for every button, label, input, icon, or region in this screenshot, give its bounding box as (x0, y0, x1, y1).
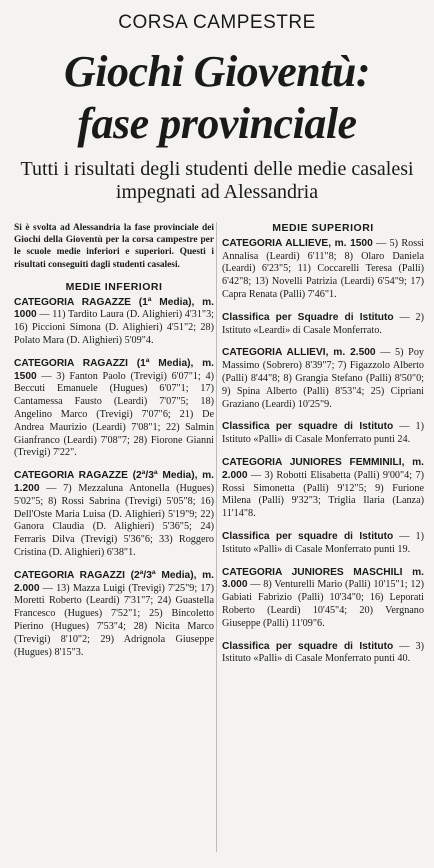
section-title-medie-inferiori: MEDIE INFERIORI (65, 280, 163, 293)
section-title-medie-superiori: MEDIE SUPERIORI (272, 222, 374, 234)
result-text: — 13) Mazza Luigi (Trevigi) 7'25"9; 17) Moretti Roberto (Leardi) 7'31"7; 24) Guastella Francesco (Hugues) 7'52"1; 25) Bincoletto Pierino (Hugues) 7'53"4; 28) Nicita Marco (Trevigi) 8'10"2; 29) Adrignola Giuseppe (Hugues) 8'15"3. (14, 582, 214, 658)
left-entries (14, 297, 214, 660)
result-entry (222, 567, 424, 631)
result-text: — 3) Istituto «Palli» di Casale Monferrato punti 40. (222, 640, 424, 665)
result-entry (222, 531, 424, 557)
headline (0, 46, 434, 150)
category-label: Classifica per Squadre di Istituto (222, 311, 394, 323)
intro-paragraph: Si è svolta ad Alessandria la fase provinciale dei Giochi della Gioventù per la corsa campestre per le scuole medie inferiori e superiori. Questi i risultati conseguiti dagli studenti casalesi. (14, 223, 214, 270)
result-entry (222, 312, 424, 338)
subheadline: Tutti i risultati degli studenti delle medie casalesi impegnati ad Alessandria (20, 158, 414, 203)
category-label: CATEGORIA RAGAZZI (2ª/3ª Media), m. 2.000 (14, 569, 214, 594)
kicker: CORSA CAMPESTRE (118, 12, 316, 33)
category-label: CATEGORIA JUNIORES MASCHILI m. 3.000 (222, 566, 424, 591)
result-entry (222, 457, 424, 521)
category-label: CATEGORIA RAGAZZI (1ª Media), m. 1500 (14, 357, 214, 382)
category-label: CATEGORIA RAGAZZE (2ª/3ª Media), m. 1.200 (14, 470, 214, 494)
category-label: Classifica per squadre di Istituto (222, 530, 394, 542)
right-column (222, 222, 424, 676)
left-column (14, 222, 214, 669)
category-label: Classifica per squadre di Istituto (222, 421, 394, 433)
result-text: — 5) Poy Massimo (Sobrero) 8'39"7; 7) Figazzolo Alberto (Palli) 8'44"8; 8) Grangia Stefano (Palli) 8'50"0; 9) Spina Alberto (Palli) 8'53"4; 25) Cipriani Graziano (Leardi) 10'25"9. (222, 347, 425, 410)
category-label: CATEGORIA RAGAZZE (1ª Media), m. 1000 (14, 296, 214, 321)
result-text: — 5) Rossi Annalisa (Leardi) 6'11"8; 8) Olaro Daniela (Leardi) 6'23"5; 11) Coccarelli Teresa (Palli) 6'42"8; 13) Novelli Patrizia (Leardi) 6'54"9; 17) Capra Renata (Palli) 7'46"1. (222, 237, 424, 300)
category-label: CATEGORIA ALLIEVE, m. 1500 (222, 237, 373, 249)
headline-line-1: Giochi Gioventù: (63, 47, 371, 96)
result-entry (14, 470, 214, 560)
result-entry (222, 347, 424, 411)
result-entry (14, 297, 214, 348)
category-label: Classifica per squadre di Istituto (222, 640, 394, 652)
result-text: — 2) Istituto «Leardi» di Casale Monferrato. (222, 311, 424, 336)
result-text: — 3) Fanton Paolo (Trevigi) 6'07"1; 4) Beccuti Emanuele (Hugues) 6'07"1; 17) Cantamessa Fausto (Leardi) 7'07"5; 18) Angelino Marco (Trevigi) 7'07"6; 21) De Andrea Maurizio (Leardi) 7'08"1; 22) Salmin Gianfranco (Leardi) 7'08"7; 28) Fiorone Gianni (Trevigi) 7'22". (14, 370, 214, 459)
headline-line-2: fase provinciale (77, 99, 357, 148)
result-text: — 8) Venturelli Mario (Palli) 10'15"1; 12) Gabiati Fabrizio (Palli) 10'34"0; 16) Leporati Roberto (Leardi) 10'45"4; 20) Vergnano Giuseppe (Palli) 11'09"6. (222, 579, 424, 629)
result-entry (222, 238, 424, 302)
result-text: — 1) Istituto «Palli» di Casale Monferrato punti 19. (222, 530, 424, 555)
column-divider (216, 222, 217, 852)
result-entry (14, 570, 214, 660)
right-entries (222, 238, 424, 666)
result-text: — 3) Robotti Elisabetta (Palli) 9'00"4; 7) Rossi Simonetta (Palli) 9'12"5; 9) Furione Milena (Palli) 9'32"3; Triglia Ilaria (Lanza) 11'14"8. (222, 469, 424, 520)
category-label: CATEGORIA JUNIORES FEMMINILI, m. 2.000 (222, 456, 424, 481)
result-text: — 7) Mezzaluna Antonella (Hugues) 5'02"5; 8) Rossi Sabrina (Trevigi) 5'05"8; 16) Dell'Oste Maria Luisa (D. Alighieri) 5'19"9; 22) Ganora Claudia (D. Alighieri) 5'36"5; 24) Ferraris Dilva (Trevigi) 5'36"6; 33) Roggero Cristina (D. Alighieri) 6'38"1. (14, 482, 214, 558)
result-entry (222, 641, 424, 667)
result-text: — 1) Istituto «Palli» di Casale Monferrato punti 24. (222, 421, 424, 446)
result-entry (222, 421, 424, 447)
category-label: CATEGORIA ALLIEVI, m. 2.500 (222, 347, 376, 359)
result-text: — 11) Tardito Laura (D. Alighieri) 4'31"3; 16) Piccioni Simona (D. Alighieri) 4'51"2; 28) Polato Mara (D. Alighieri) 5'09"4. (14, 309, 214, 346)
result-entry (14, 358, 214, 460)
